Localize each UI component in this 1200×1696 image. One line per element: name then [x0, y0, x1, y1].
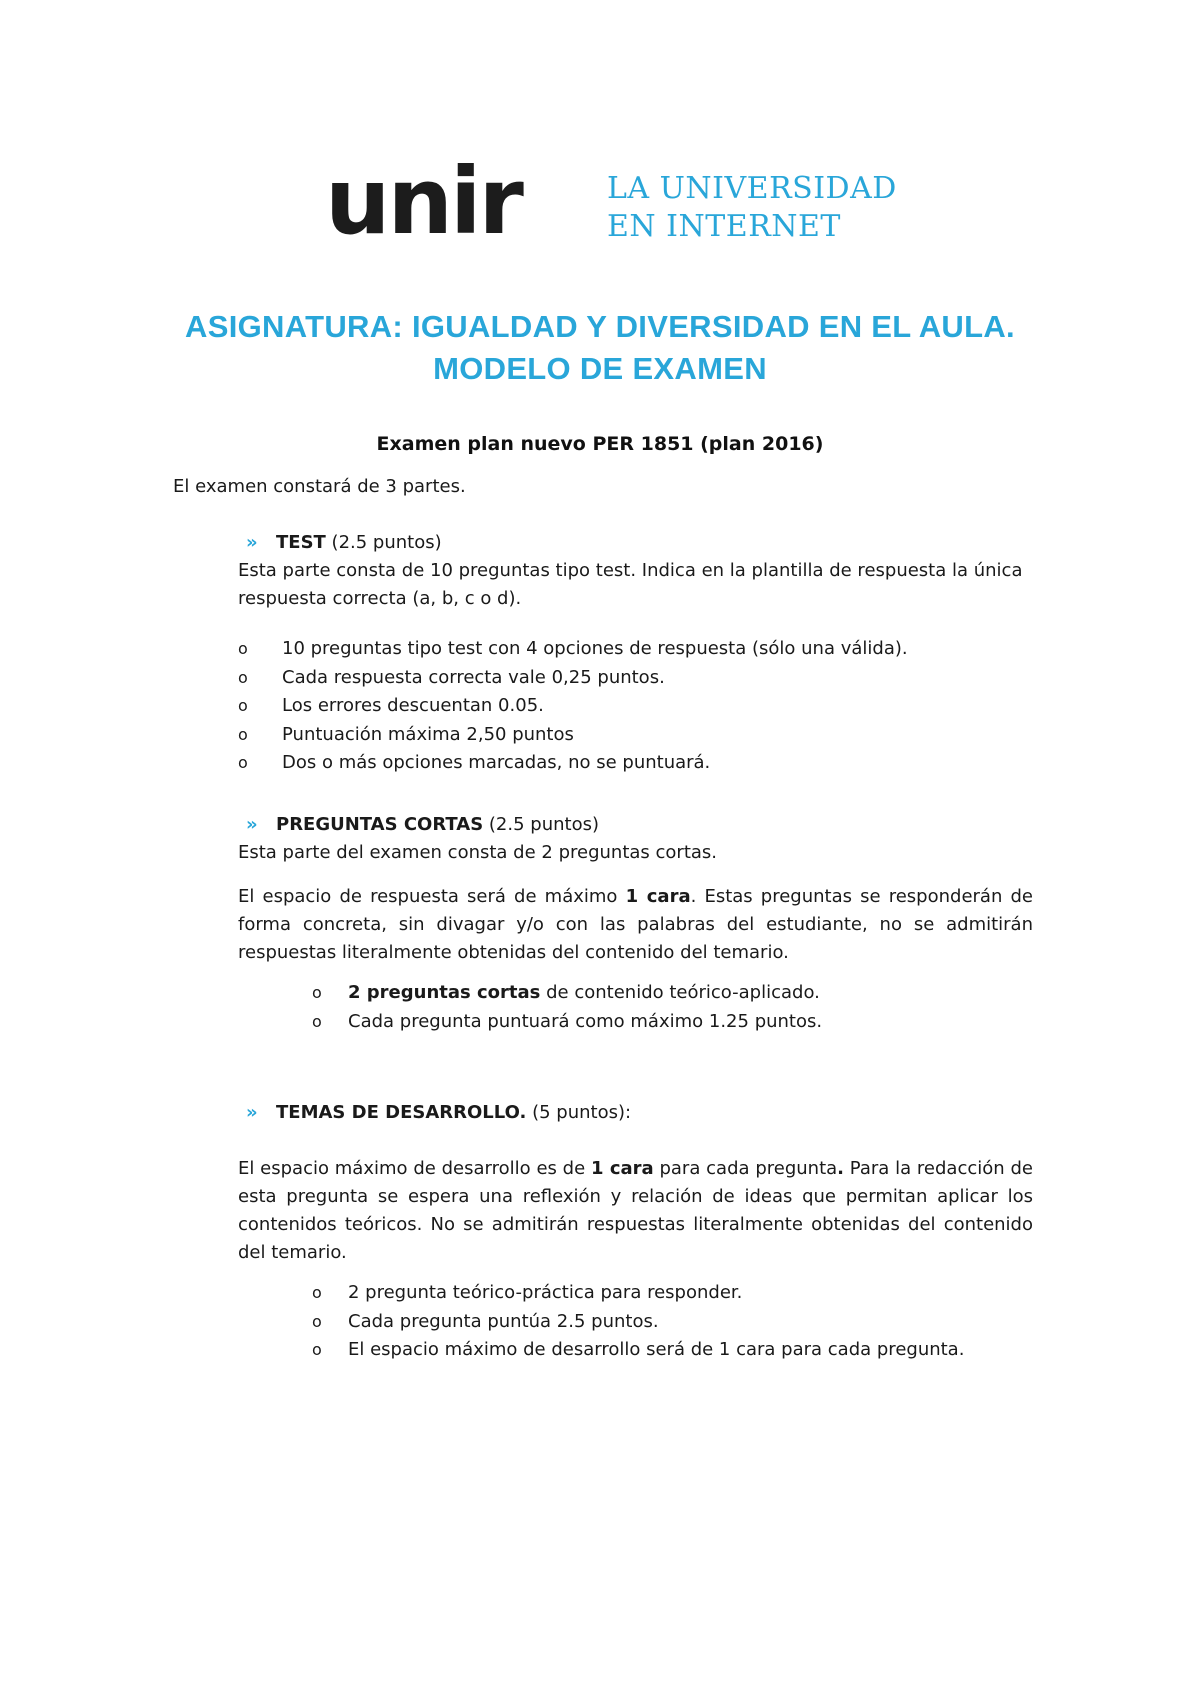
title-line2: MODELO DE EXAMEN	[433, 351, 767, 386]
bullet-list	[238, 979, 1033, 1036]
chevron-icon: »	[246, 1102, 258, 1123]
section-paragraph: El espacio máximo de desarrollo es de 1 cara para cada pregunta. Para la redacción de esta pregunta se espera una reflexión y relación de ideas que permitan aplicar los contenidos teóricos. No se admitirán respuestas literalmente obtenidas del contenido del temario.	[238, 1158, 1033, 1263]
section-heading	[238, 1099, 1033, 1127]
heading-points: (2.5 puntos)	[483, 814, 599, 835]
exam-plan-subtitle: Examen plan nuevo PER 1851 (plan 2016)	[376, 433, 824, 455]
section-paragraph-2: El espacio de respuesta será de máximo 1 cara. Estas preguntas se responderán de forma concreta, sin divagar y/o con las palabras del estudiante, no se admitirán respuestas literalmente obtenidas del contenido del temario.	[238, 886, 1033, 963]
section-paragraph: Esta parte consta de 10 preguntas tipo test. Indica en la plantilla de respuesta la única respuesta correcta (a, b, c o d).	[238, 560, 1023, 609]
section-paragraph: Esta parte del examen consta de 2 preguntas cortas.	[238, 842, 718, 863]
list-item: o Cada respuesta correcta vale 0,25 puntos.	[238, 666, 665, 688]
chevron-icon: »	[246, 532, 258, 553]
section-test	[238, 529, 1033, 778]
document-title	[0, 306, 1200, 390]
list-item: o Puntuación máxima 2,50 puntos	[238, 723, 574, 745]
bullet-list	[238, 1279, 1033, 1365]
logo-tagline	[607, 170, 897, 246]
chevron-icon: »	[246, 814, 258, 835]
list-item: o 2 pregunta teórico-práctica para responder.	[312, 1282, 743, 1303]
list-item: o Cada pregunta puntuará como máximo 1.25 puntos.	[312, 1010, 823, 1032]
heading-points: (5 puntos):	[526, 1102, 632, 1123]
section-essay-topics	[238, 1099, 1033, 1365]
title-line1: ASIGNATURA: IGUALDAD Y DIVERSIDAD EN EL AULA.	[185, 309, 1015, 344]
section-short-questions	[238, 811, 1033, 1036]
section-heading	[238, 529, 1033, 557]
bullet-list	[238, 635, 1033, 778]
list-item: o El espacio máximo de desarrollo será de 1 cara para cada pregunta.	[312, 1339, 965, 1360]
heading-bold: TEST	[276, 532, 326, 553]
heading-bold: TEMAS DE DESARROLLO.	[276, 1102, 527, 1123]
logo-tagline-line1: LA UNIVERSIDAD	[607, 171, 897, 206]
list-item: o Los errores descuentan 0.05.	[238, 695, 544, 716]
intro-text: El examen constará de 3 partes.	[173, 476, 466, 497]
section-heading	[238, 811, 1033, 839]
heading-bold: PREGUNTAS CORTAS	[276, 814, 484, 835]
logo-tagline-line2: EN INTERNET	[607, 209, 841, 244]
heading-points: (2.5 puntos)	[325, 532, 442, 553]
logo-wordmark: unir	[325, 148, 521, 255]
list-item: o Cada pregunta puntúa 2.5 puntos.	[312, 1310, 659, 1332]
unir-logo	[325, 148, 897, 258]
list-item: o Dos o más opciones marcadas, no se puntuará.	[238, 752, 711, 773]
list-item: o 10 preguntas tipo test con 4 opciones de respuesta (sólo una válida).	[238, 638, 908, 659]
list-item: o 2 preguntas cortas de contenido teórico-aplicado.	[312, 982, 820, 1003]
